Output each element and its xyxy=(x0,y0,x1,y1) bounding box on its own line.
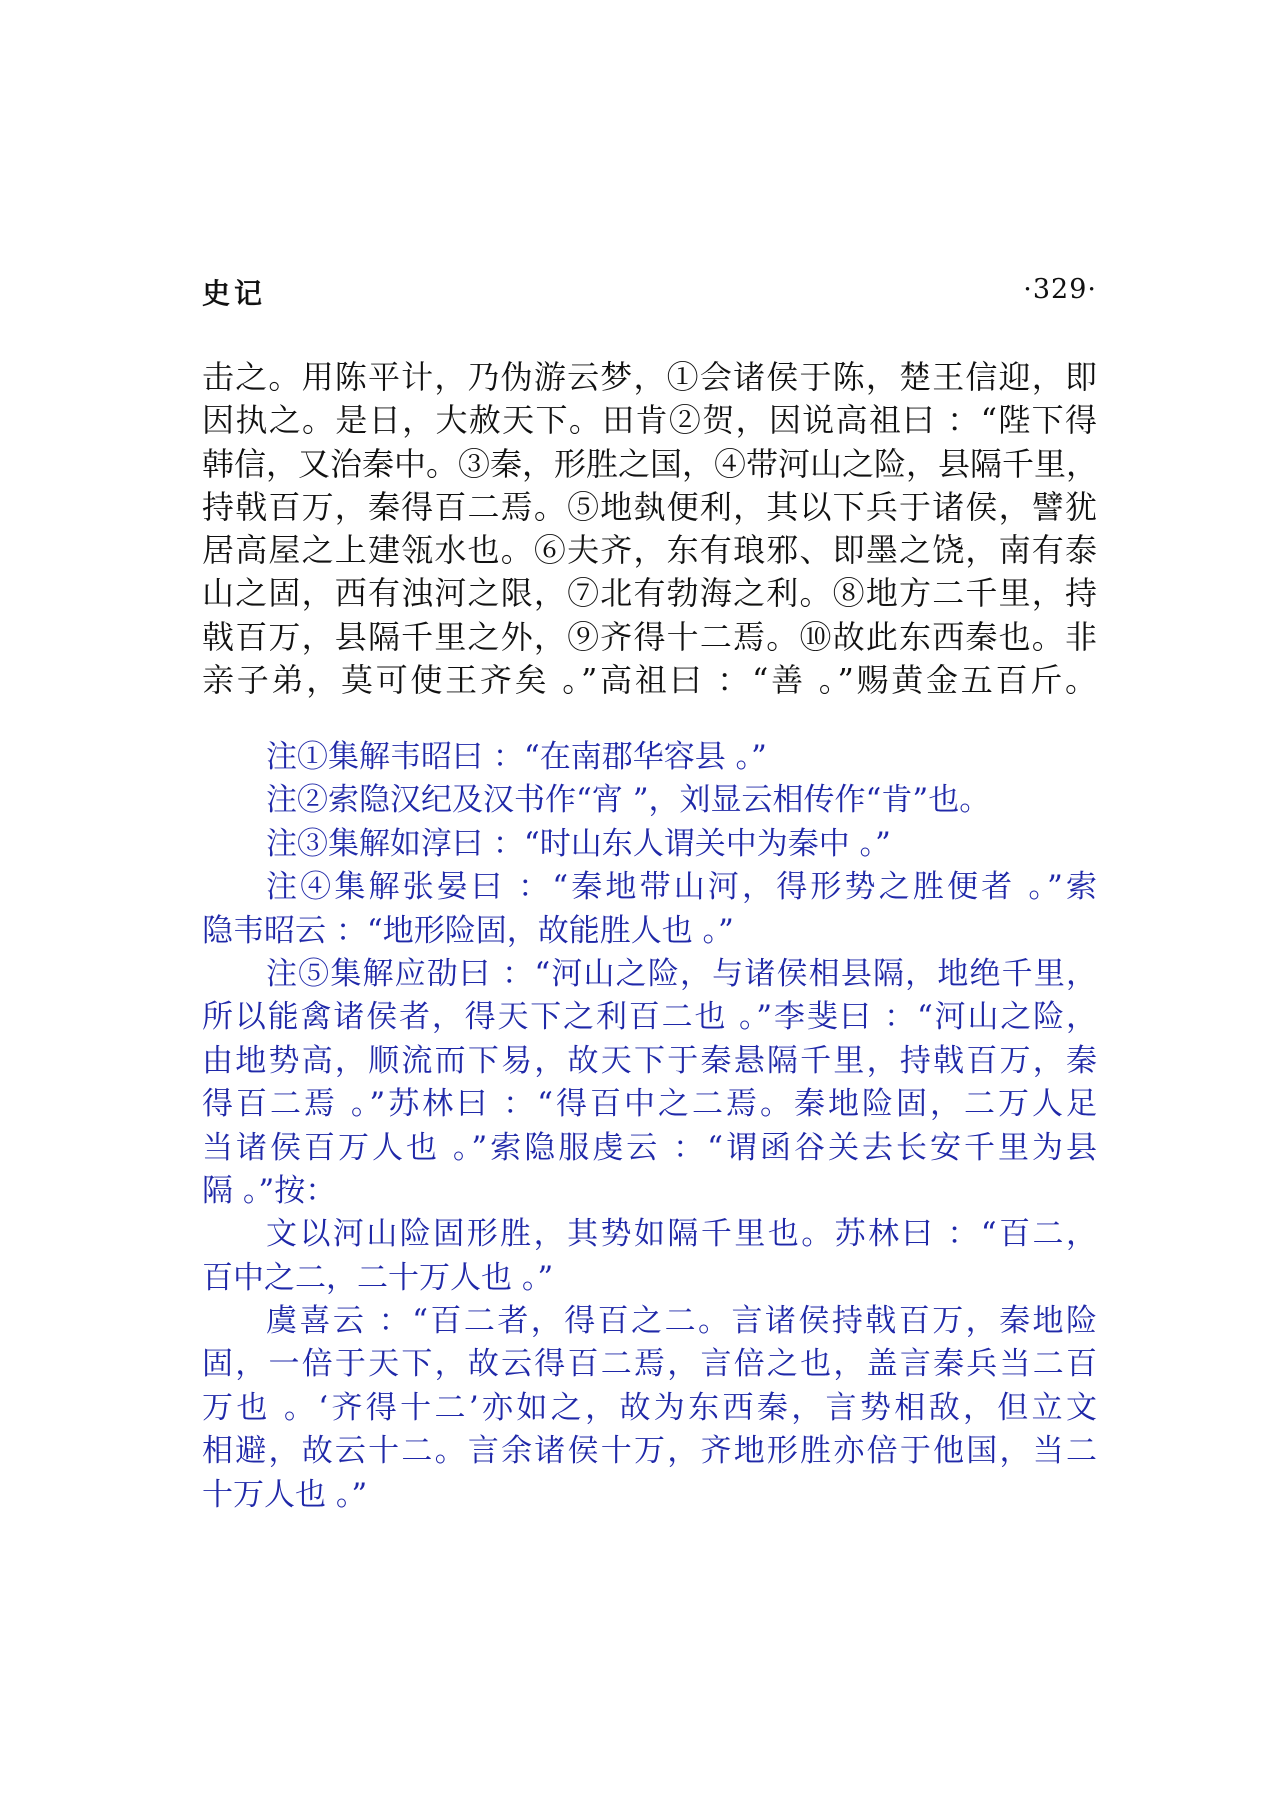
note-line: 万也 。‘齐得十二’亦如之，故为东西秦，言势相敌，但立文 xyxy=(202,1389,1097,1426)
note-line: 固，一倍于天下，故云得百二焉，言倍之也，盖言秦兵当二百 xyxy=(202,1346,1097,1383)
note-line: 百中之二，二十万人也 。” xyxy=(202,1259,554,1296)
note-line: 虞喜云 ：“百二者，得百之二。言诸侯持戟百万，秦地险 xyxy=(266,1303,1097,1340)
note-line: 由地势高，顺流而下易，故天下于秦悬隔千里，持戟百万，秦 xyxy=(202,1042,1097,1079)
annotation-notes-block xyxy=(202,736,1097,1517)
note-line: 注③集解如淳曰 ：“时山东人谓关中为秦中 。” xyxy=(266,825,891,862)
main-text-line: 因执之。是日，大赦天下。田肯②贺，因说高祖曰 ：“陛下得 xyxy=(202,401,1097,440)
note-line: 十万人也 。” xyxy=(202,1476,368,1513)
note-line: 注②索隐汉纪及汉书作“宵 ”，刘显云相传作“肯”也。 xyxy=(266,782,991,819)
note-line: 所以能禽诸侯者，得天下之利百二也 。”李斐曰 ：“河山之险， xyxy=(202,999,1097,1036)
note-line: 文以河山险固形胜，其势如隔千里也。苏林曰 ：“百二， xyxy=(266,1216,1097,1253)
note-line: 隔 。”按： xyxy=(202,1172,337,1209)
note-line: 注⑤集解应劭曰 ：“河山之险，与诸侯相县隔，地绝千里， xyxy=(266,955,1097,992)
page-header xyxy=(202,272,1097,312)
main-text-line: 韩信，又治秦中。③秦，形胜之国，④带河山之险，县隔千里， xyxy=(202,444,1099,483)
main-text-line: 居高屋之上建瓴水也。⑥夫齐，东有琅邪、即墨之饶，南有泰 xyxy=(202,531,1097,570)
main-text-line: 亲子弟，莫可使王齐矣 。”高祖曰 ：“善 。”赐黄金五百斤。 xyxy=(202,661,1097,700)
main-text-line: 击之。用陈平计，乃伪游云梦，①会诸侯于陈，楚王信迎，即 xyxy=(202,358,1097,396)
book-title: 史记 xyxy=(202,277,267,310)
main-text-line: 山之固，西有浊河之限，⑦北有勃海之利。⑧地方二千里，持 xyxy=(202,574,1097,613)
note-line: 注④集解张晏曰 ：“秦地带山河，得形势之胜便者 。”索 xyxy=(266,869,1097,906)
note-line: 当诸侯百万人也 。”索隐服虔云 ：“谓函谷关去长安千里为县 xyxy=(202,1129,1097,1166)
note-line: 相避，故云十二。言余诸侯十万，齐地形胜亦倍于他国，当二 xyxy=(202,1433,1097,1470)
main-text-line: 持戟百万，秦得百二焉。⑤地埶便利，其以下兵于诸侯，譬犹 xyxy=(202,487,1097,526)
page-number: ·329· xyxy=(1023,274,1097,305)
note-line: 隐韦昭云 ：“地形险固，故能胜人也 。” xyxy=(202,912,734,949)
main-text-block xyxy=(202,356,1097,702)
note-line: 注①集解韦昭曰 ：“在南郡华容县 。” xyxy=(266,739,767,775)
note-line: 得百二焉 。”苏林曰 ：“得百中之二焉。秦地险固，二万人足 xyxy=(202,1086,1097,1123)
main-text-line: 戟百万，县隔千里之外，⑨齐得十二焉。⑩故此东西秦也。非 xyxy=(202,617,1097,656)
